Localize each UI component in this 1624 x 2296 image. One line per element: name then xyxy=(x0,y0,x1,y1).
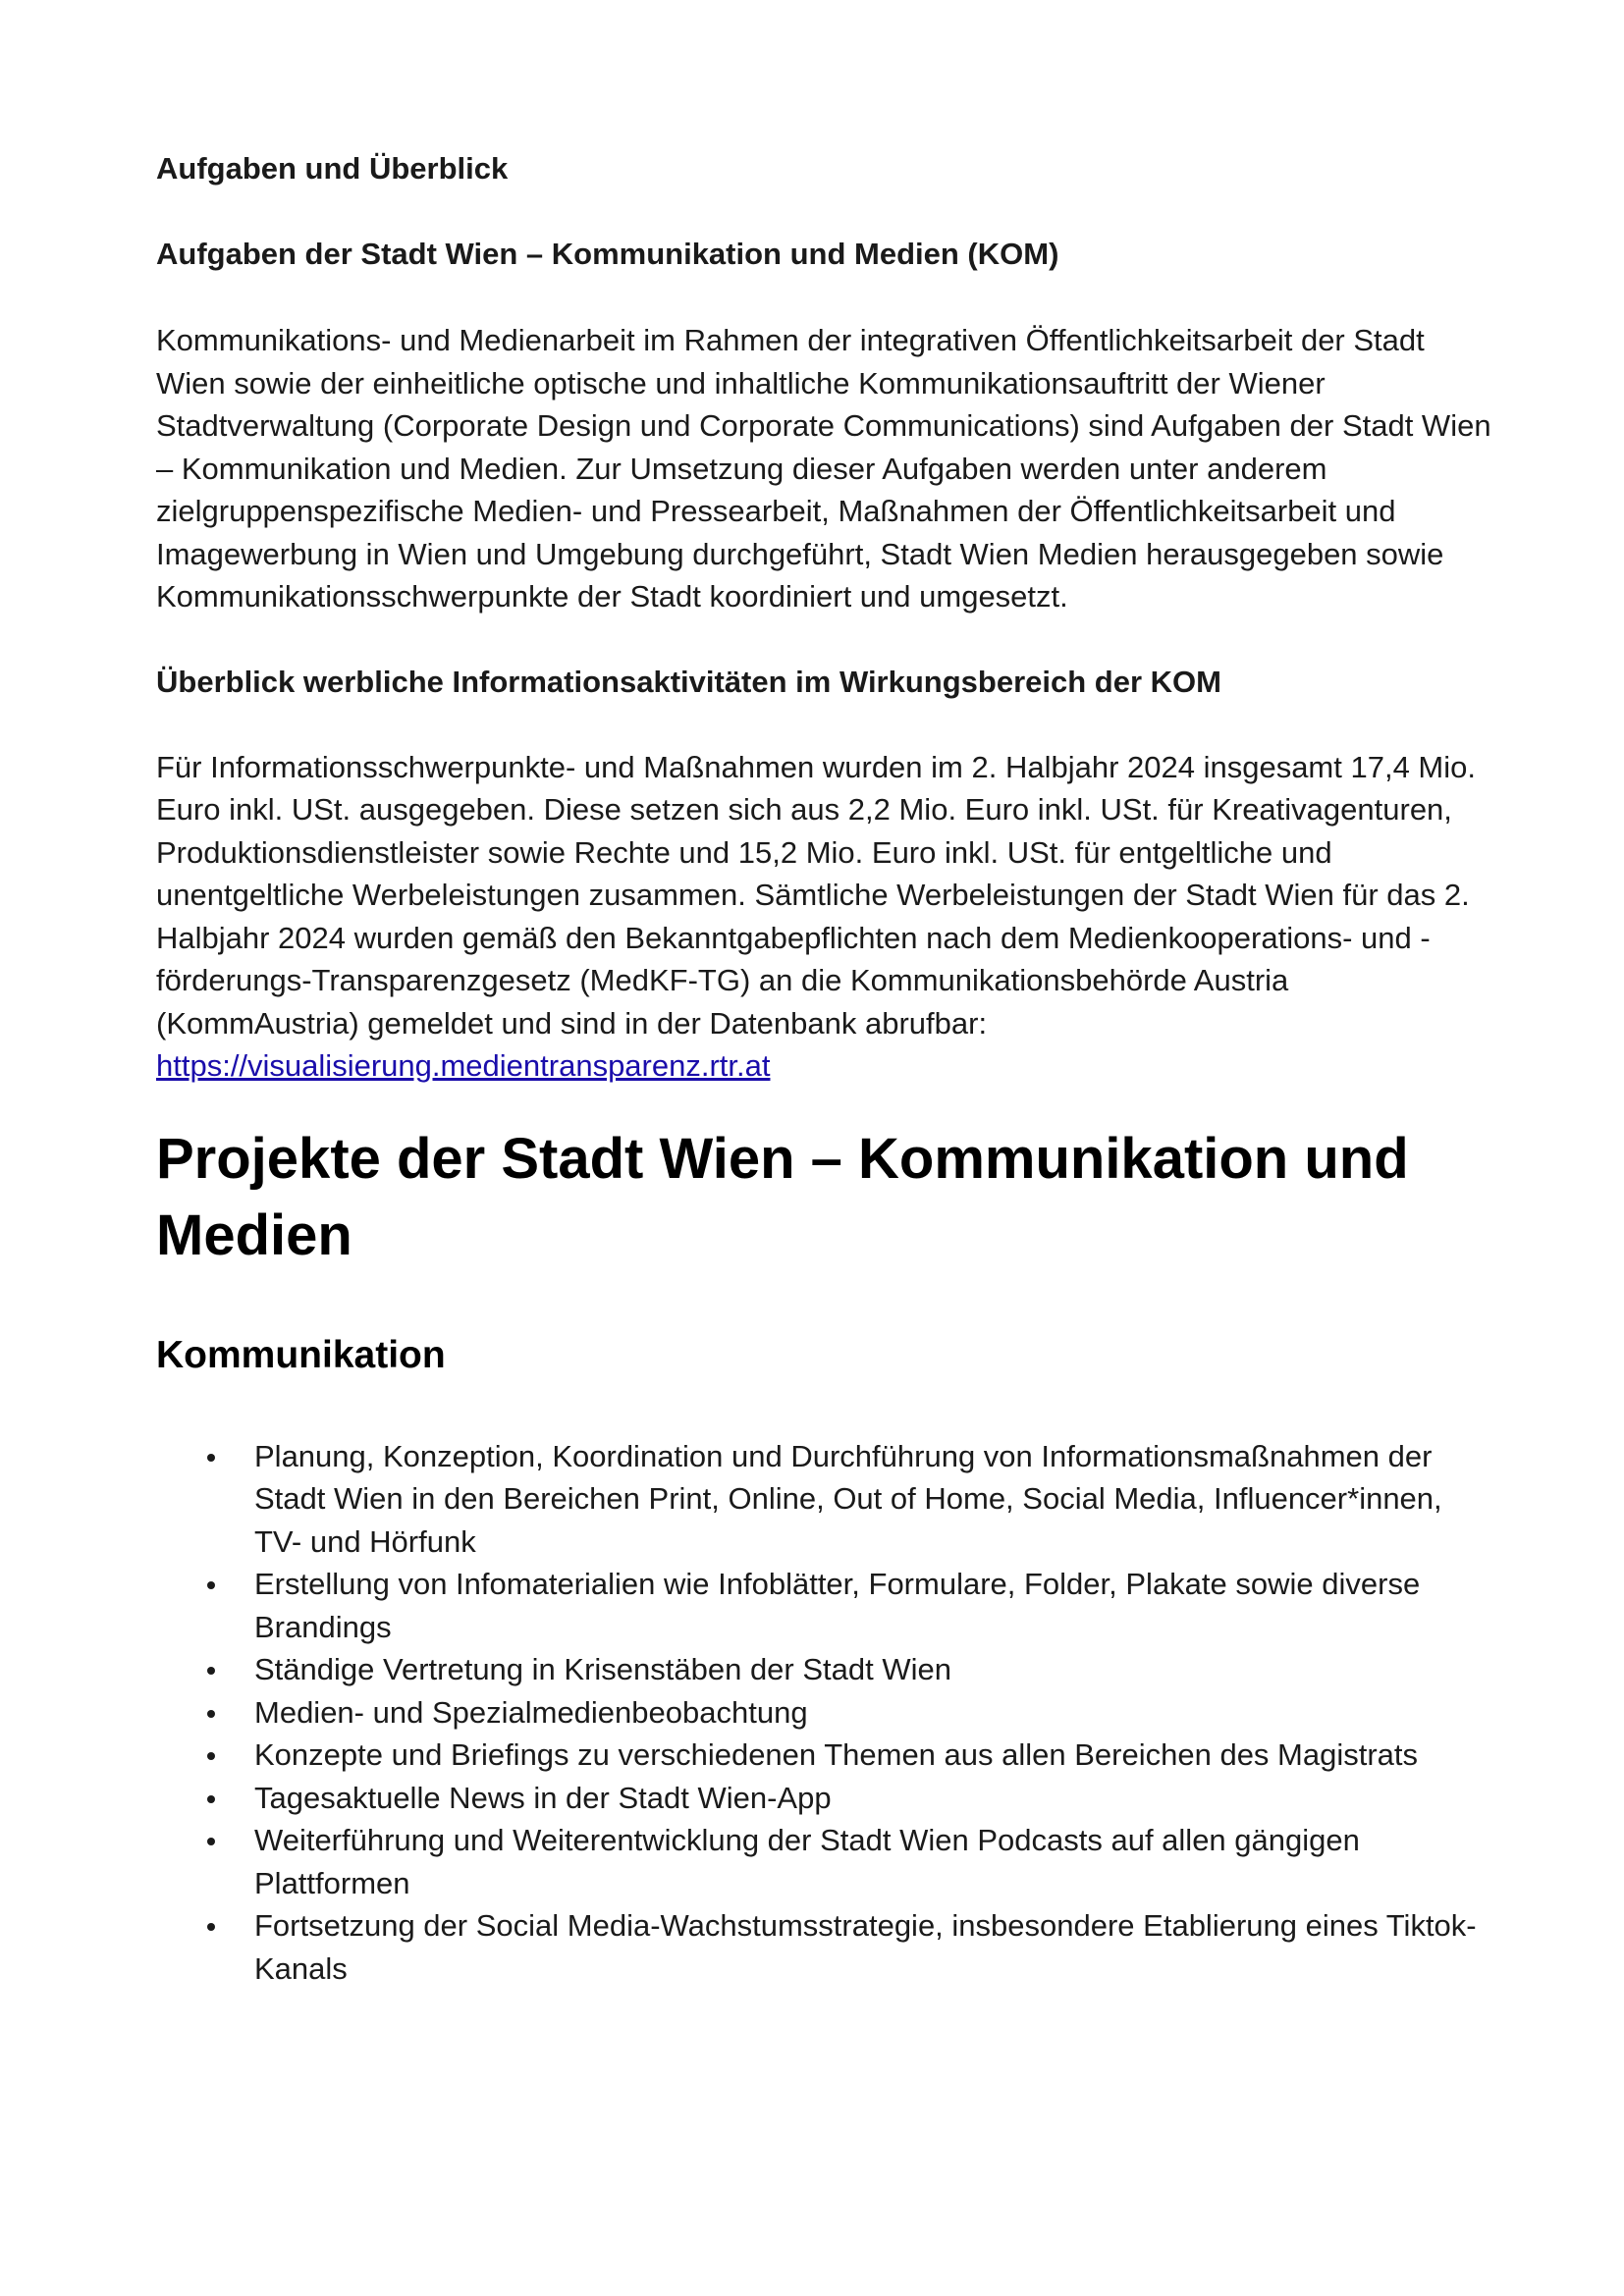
bullet-icon xyxy=(207,1710,215,1718)
section-title-kommunikation: Kommunikation xyxy=(156,1333,446,1376)
list-item-text: Planung, Konzeption, Koordination und Durchführung von Informationsmaßnahmen der Stadt Wien in den Bereichen Print, Online, Out of Home, Social Media, Influencer*innen, TV- und Hörfunk xyxy=(254,1438,1442,1559)
list-item-text: Medien- und Spezialmedienbeobachtung xyxy=(254,1694,808,1730)
list-item-text: Tagesaktuelle News in der Stadt Wien-App xyxy=(254,1780,832,1815)
list-item-text: Weiterführung und Weiterentwicklung der Stadt Wien Podcasts auf allen gängigen Plattformen xyxy=(254,1823,1360,1900)
list-item xyxy=(156,1777,1491,1820)
bullet-icon xyxy=(207,1923,215,1931)
list-item xyxy=(156,1734,1491,1777)
section-subheading-overview: Überblick werbliche Informationsaktivitäten im Wirkungsbereich der KOM xyxy=(156,664,1221,699)
medientransparenz-link[interactable]: https://visualisierung.medientransparenz.rtr.at xyxy=(156,1048,771,1083)
list-item xyxy=(156,1691,1491,1735)
list-item-text: Erstellung von Infomaterialien wie Infoblätter, Formulare, Folder, Plakate sowie diverse Brandings xyxy=(254,1567,1421,1644)
list-item-text: Ständige Vertretung in Krisenstäben der Stadt Wien xyxy=(254,1652,951,1686)
section-heading: Aufgaben und Überblick xyxy=(156,151,509,186)
bullet-icon xyxy=(207,1752,215,1760)
document-page xyxy=(156,147,1491,1990)
list-item xyxy=(156,1819,1491,1904)
list-item xyxy=(156,1648,1491,1691)
bullet-icon xyxy=(207,1581,215,1589)
list-item xyxy=(156,1904,1491,1990)
bullet-icon xyxy=(207,1795,215,1803)
list-item-text: Konzepte und Briefings zu verschiedenen Themen aus allen Bereichen des Magistrats xyxy=(254,1737,1419,1772)
bullet-icon xyxy=(207,1667,215,1675)
tasks-paragraph: Kommunikations- und Medienarbeit im Rahmen der integrativen Öffentlichkeitsarbeit der Stadt Wien sowie der einheitliche optische und inhaltliche Kommunikationsauftritt der Wiener Stadtverwaltung (Corporate Design und Corporate Communications) sind Aufgaben der Stadt Wien – Kommunikation und Medien. Zur Umsetzung dieser Aufgaben werden unter anderem zielgruppenspezifische Medien- und Pressearbeit, Maßnahmen der Öffentlichkeitsarbeit und Imagewerbung in Wien und Umgebung durchgeführt, Stadt Wien Medien herausgegeben sowie Kommunikationsschwerpunkte der Stadt koordiniert und umgesetzt. xyxy=(156,323,1491,614)
list-item xyxy=(156,1563,1491,1648)
section-subheading-tasks: Aufgaben der Stadt Wien – Kommunikation und Medien (KOM) xyxy=(156,237,1059,271)
overview-paragraph: Für Informationsschwerpunkte- und Maßnahmen wurden im 2. Halbjahr 2024 insgesamt 17,4 Mio. Euro inkl. USt. ausgegeben. Diese setzen sich aus 2,2 Mio. Euro inkl. USt. für Kreativagenturen, Produktionsdienstleister sowie Rechte und 15,2 Mio. Euro inkl. USt. für entgeltliche und unentgeltliche Werbeleistungen zusammen. Sämtliche Werbeleistungen der Stadt Wien für das 2. Halbjahr 2024 wurden gemäß den Bekanntgabepflichten nach dem Medienkooperations- und -förderungs-Transparenzgesetz (MedKF-TG) an die Kommunikationsbehörde Austria (KommAustria) gemeldet und sind in der Datenbank abrufbar: xyxy=(156,749,1476,1041)
bullet-icon xyxy=(207,1838,215,1845)
list-item-text: Fortsetzung der Social Media-Wachstumsstrategie, insbesondere Etablierung eines Tiktok-Kanals xyxy=(254,1908,1477,1986)
list-item xyxy=(156,1435,1491,1564)
page-title: Projekte der Stadt Wien – Kommunikation und Medien xyxy=(156,1126,1409,1267)
projects-list xyxy=(156,1435,1491,1991)
bullet-icon xyxy=(207,1454,215,1462)
